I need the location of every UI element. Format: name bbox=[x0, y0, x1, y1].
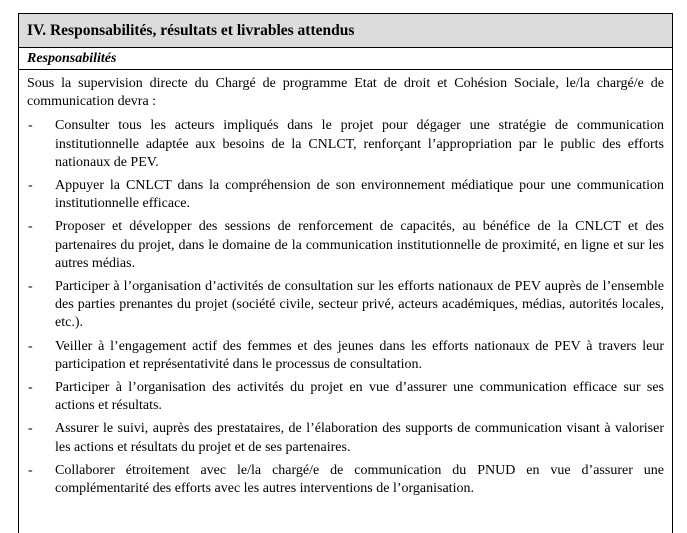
list-item-text: Collaborer étroitement avec le/la chargé/e de communication du PNUD en vue d’assurer une complémentarité des efforts avec les autres interventions de l’organisation. bbox=[55, 462, 664, 497]
list-item-text: Participer à l’organisation d’activités de consultation sur les efforts nationaux de PEV auprès de l’ensemble des parties prenantes du projet (société civile, secteur privé, acteurs académiques, médias, autorités locales, etc.). bbox=[55, 279, 664, 331]
responsibilities-table bbox=[18, 13, 673, 533]
intro-paragraph: Sous la supervision directe du Chargé de programme Etat de droit et Cohésion Sociale, le/la chargé/e de communication devra : bbox=[27, 76, 664, 110]
bullet-dash: - bbox=[28, 219, 33, 235]
list-item bbox=[27, 420, 664, 456]
list-item bbox=[27, 177, 664, 213]
subsection-title: Responsabilités bbox=[19, 48, 672, 70]
list-item-text: Appuyer la CNLCT dans la compréhension de son environnement médiatique pour une communication institutionnelle efficace. bbox=[55, 178, 664, 212]
bullet-dash: - bbox=[28, 462, 33, 478]
bullet-dash: - bbox=[28, 279, 33, 295]
list-item-text: Veiller à l’engagement actif des femmes et des jeunes dans les efforts nationaux de PEV à travers leur participation et représentativité dans le processus de consultation. bbox=[55, 338, 664, 372]
list-item bbox=[27, 379, 664, 415]
list-item bbox=[27, 278, 664, 333]
list-item-text: Assurer le suivi, auprès des prestataires, de l’élaboration des supports de communication visant à valoriser les actions et résultats du projet et de ses partenaires. bbox=[55, 421, 664, 455]
bullet-dash: - bbox=[28, 421, 33, 437]
list-item-text: Consulter tous les acteurs impliqués dans le projet pour dégager une stratégie de communication institutionnelle adaptée aux besoins de la CNLCT, renforçant l’appropriation par le public des efforts nationaux de PEV. bbox=[55, 118, 664, 170]
list-item bbox=[27, 338, 664, 374]
responsibilities-list bbox=[27, 117, 664, 498]
list-item-text: Participer à l’organisation des activités du projet en vue d’assurer une communication efficace sur ses actions et résultats. bbox=[55, 380, 664, 414]
bullet-dash: - bbox=[28, 338, 33, 354]
section-title: IV. Responsabilités, résultats et livrables attendus bbox=[19, 14, 672, 48]
list-item bbox=[27, 462, 664, 498]
section-content bbox=[19, 70, 672, 498]
list-item bbox=[27, 218, 664, 273]
bullet-dash: - bbox=[28, 178, 33, 194]
bullet-dash: - bbox=[28, 118, 33, 134]
list-item-text: Proposer et développer des sessions de renforcement de capacités, au bénéfice de la CNLCT et des partenaires du projet, dans le domaine de la communication institutionnelle de proximité, en ligne et sur les autres médias. bbox=[55, 219, 664, 271]
list-item bbox=[27, 117, 664, 172]
bullet-dash: - bbox=[28, 380, 33, 396]
